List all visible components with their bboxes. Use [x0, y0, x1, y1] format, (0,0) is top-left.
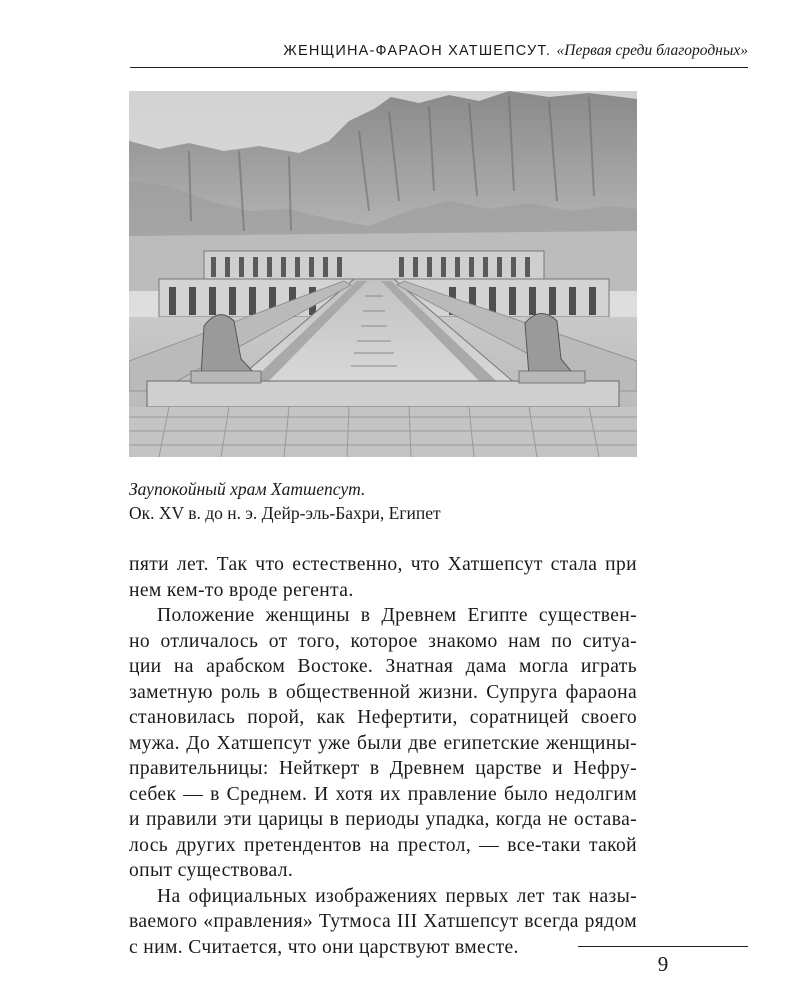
text-line: с ним. Считается, что они царствуют вместе.	[129, 936, 519, 958]
text-line: На официальных изображениях первых лет так назы-	[157, 885, 637, 907]
caption-title: Заупокойный храм Хатшепсут.	[129, 479, 366, 499]
text-line: ции на арабском Востоке. Знатная дама могла играть	[129, 656, 637, 677]
text-line: ваемого «правления» Тутмоса III Хатшепсут всегда рядом	[129, 911, 637, 932]
temple-photo	[129, 91, 637, 457]
text-line: становилась порой, как Нефертити, соратницей своего	[129, 707, 637, 728]
text-line: лось других претендентов на престол, — все-таки такой	[129, 834, 637, 856]
running-head	[110, 42, 748, 60]
footer-rule	[578, 946, 748, 947]
running-head-subtitle: «Первая среди благородных»	[556, 42, 748, 59]
running-head-title: ЖЕНЩИНА-ФАРАОН ХАТШЕПСУТ.	[283, 43, 552, 59]
text-line: мужа. До Хатшепсут уже были две египетские женщины-	[129, 732, 637, 754]
text-line: опыт существовал.	[129, 860, 294, 881]
caption-details: Ок. XV в. до н. э. Дейр-эль-Бахри, Египет	[129, 503, 441, 523]
text-line: себек — в Среднем. И хотя их правление было недолгим	[129, 783, 637, 805]
text-line: пяти лет. Так что естественно, что Хатшепсут стала при	[129, 554, 637, 575]
page-number: 9	[657, 952, 669, 976]
text-line: Положение женщины в Древнем Египте существен-	[157, 605, 637, 626]
text-line: заметную роль в общественной жизни. Супруга фараона	[129, 681, 637, 703]
header-rule	[130, 67, 748, 68]
text-line: но отличалось от того, которое знакомо нам по ситуа-	[129, 630, 637, 652]
body-text	[129, 552, 637, 960]
text-line: и правили эти царицы в периоды упадка, когда не остава-	[129, 809, 637, 830]
figure-caption	[129, 477, 441, 525]
text-line: нем кем-то вроде регента.	[129, 579, 354, 601]
text-line: правительницы: Нейткерт в Древнем царстве и Нефру-	[129, 758, 637, 779]
